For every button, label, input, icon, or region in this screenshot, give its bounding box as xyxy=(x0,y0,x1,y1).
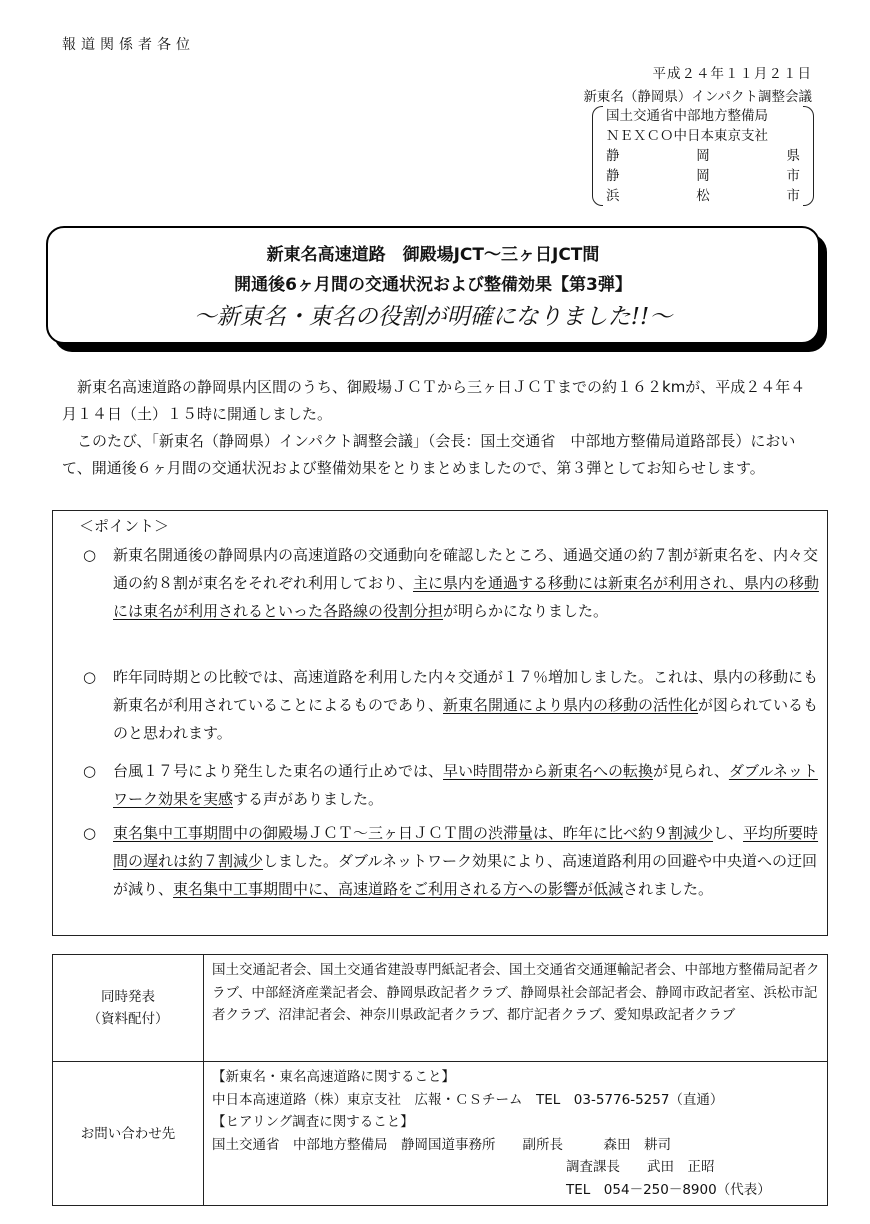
member-hamamatsu-city xyxy=(606,186,800,206)
member-char: 県 xyxy=(786,148,800,164)
circle-bullet-icon: ○ xyxy=(83,762,97,780)
title-line-2: 開通後6ヶ月間の交通状況および整備効果【第3弾】 xyxy=(234,275,632,295)
point-text xyxy=(113,541,819,625)
point-text-segment: されました。 xyxy=(623,880,714,898)
point-item xyxy=(83,541,819,625)
contact-heading-nexco: 【新東名・東名高速道路に関すること】 xyxy=(212,1069,455,1085)
contact-nexco: 中日本高速道路（株）東京支社 広報・ＣＳチーム TEL 03-5776-5257（直通） xyxy=(212,1091,724,1108)
contact-content xyxy=(204,1062,828,1206)
intro-paragraph-2: このたび、「新東名（静岡県）インパクト調整会議」（会長：国土交通省 中部地方整備局道路部長）において、開通後６ヶ月間の交通状況および整備効果をとりまとめましたので、第３弾としてお知らせします。 xyxy=(62,432,796,477)
member-shizuoka-pref xyxy=(606,146,800,166)
release-label-line-2: （資料配付） xyxy=(87,1011,169,1027)
member-char: 松 xyxy=(696,188,710,204)
circle-bullet-icon: ○ xyxy=(83,668,97,686)
point-item xyxy=(83,819,819,903)
title-subtitle: ～新東名・東名の役割が明確になりました!!～ xyxy=(193,304,673,330)
member-nexco: ＮＥＸＣＯ中日本東京支社 xyxy=(606,128,768,144)
member-char: 岡 xyxy=(696,168,710,184)
release-label xyxy=(53,955,204,1062)
point-text-segment: 昨年同時期との比較では、高速道路を利用した内々交通が１７％増加しました。これは、県内の移動にも新東名が利用されていることによるものであり、 xyxy=(113,668,819,714)
left-bracket xyxy=(592,106,603,206)
addressee: 報道関係者各位 xyxy=(62,37,195,53)
title-box xyxy=(46,226,820,344)
point-text-segment: する声がありました。 xyxy=(233,790,384,808)
points-box xyxy=(52,510,828,936)
member-char: 浜 xyxy=(606,188,620,204)
point-text xyxy=(113,663,819,747)
introduction xyxy=(62,374,820,482)
emphasized-text: 新東名開通により県内の移動の活性化 xyxy=(443,696,699,714)
member-organizations xyxy=(592,104,814,208)
emphasized-text: 東名集中工事期間中の御殿場ＪＣＴ～三ヶ日ＪＣＴ間の渋滞量は、昨年に比べ約９割減少 xyxy=(113,824,714,842)
title-line-1: 新東名高速道路 御殿場JCT～三ヶ日JCT間 xyxy=(266,245,600,265)
points-heading: ＜ポイント＞ xyxy=(79,517,170,535)
release-label-line-1: 同時発表 xyxy=(101,989,155,1005)
circle-bullet-icon: ○ xyxy=(83,824,97,842)
point-text-segment: が図られているものと思われます。 xyxy=(113,696,819,742)
contact-row xyxy=(53,1062,828,1206)
point-text-segment: 台風１７号により発生した東名の通行止めでは、 xyxy=(113,762,444,780)
member-mlit-chubu: 国土交通省中部地方整備局 xyxy=(606,108,768,124)
member-char: 岡 xyxy=(696,148,710,164)
point-text-segment: 新東名開通後の静岡県内の高速道路の交通動向を確認したところ、通過交通の約７割が新東名を、内々交通の約８割が東名をそれぞれ利用しており、 xyxy=(113,546,819,592)
contact-heading-survey: 【ヒアリング調査に関すること】 xyxy=(212,1114,414,1130)
member-char: 市 xyxy=(786,188,800,204)
contact-mlit: 国土交通省 中部地方整備局 静岡国道事務所 副所長 森田 耕司 xyxy=(212,1136,671,1153)
emphasized-text: 東名集中工事期間中に、高速道路をご利用される方への影響が低減 xyxy=(173,880,624,898)
contact-mlit-tel: TEL 054－250－8900（代表） xyxy=(566,1181,771,1198)
point-text-segment: しました。ダブルネットワーク効果により、高速道路利用の回避や中央道への迂回が減り、 xyxy=(113,852,817,898)
member-char: 静 xyxy=(606,148,620,164)
point-item xyxy=(83,663,819,747)
point-text xyxy=(113,819,819,903)
point-text-segment: が見られ、 xyxy=(653,762,729,780)
emphasized-text: ダブルネットワーク効果を実感 xyxy=(113,762,818,808)
member-char: 静 xyxy=(606,168,620,184)
emphasized-text: 平均所要時間の遅れは約７割減少 xyxy=(113,824,819,870)
point-text-segment: が明らかになりました。 xyxy=(443,602,609,620)
point-item xyxy=(83,757,819,813)
info-table xyxy=(52,954,828,1206)
member-shizuoka-city xyxy=(606,166,800,186)
contact-label: お問い合わせ先 xyxy=(53,1062,204,1206)
point-text xyxy=(113,757,819,813)
emphasized-text: 主に県内を通過する移動には新東名が利用され、県内の移動には東名が利用されるといった各路線の役割分担 xyxy=(113,574,819,620)
intro-paragraph-1: 新東名高速道路の静岡県内区間のうち、御殿場ＪＣＴから三ヶ日ＪＣＴまでの約１６２kmが、平成２４年４月１４日（土）１５時に開通しました。 xyxy=(62,378,806,423)
contact-survey-chief: 調査課長 武田 正昭 xyxy=(566,1159,715,1175)
emphasized-text: 早い時間帯から新東名への転換 xyxy=(443,762,654,780)
issue-date: 平成２４年１１月２１日 xyxy=(652,66,812,82)
council-name: 新東名（静岡県）インパクト調整会議 xyxy=(583,89,812,105)
point-text-segment: し、 xyxy=(713,824,744,842)
right-bracket xyxy=(803,106,814,206)
release-content: 国土交通記者会、国土交通省建設専門紙記者会、国土交通省交通運輸記者会、中部地方整備局記者クラブ、中部経済産業記者会、静岡県政記者クラブ、静岡県社会部記者会、静岡市政記者室、浜松市記者クラブ、沼津記者会、神奈川県政記者クラブ、都庁記者クラブ、愛知県政記者クラブ xyxy=(204,955,828,1062)
circle-bullet-icon: ○ xyxy=(83,546,97,564)
member-char: 市 xyxy=(786,168,800,184)
release-row xyxy=(53,955,828,1062)
